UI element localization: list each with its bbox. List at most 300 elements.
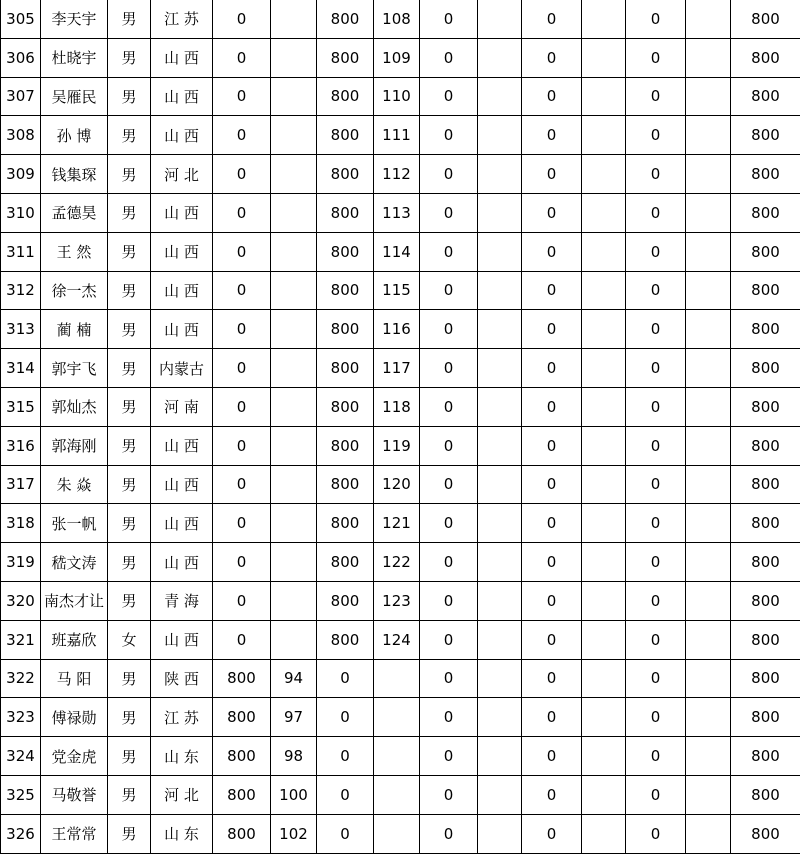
table-row xyxy=(1,504,800,543)
cell-rank-b xyxy=(374,659,420,698)
table-row xyxy=(1,232,800,271)
cell-total: 800 xyxy=(731,543,800,582)
table-row xyxy=(1,0,800,38)
cell-rank-a xyxy=(271,310,317,349)
cell-score-d: 0 xyxy=(522,504,582,543)
cell-score-b: 800 xyxy=(317,0,374,38)
cell-province: 山 西 xyxy=(151,620,213,659)
cell-rank-b: 116 xyxy=(374,310,420,349)
cell-score-c: 0 xyxy=(420,232,478,271)
cell-rank-c xyxy=(478,737,522,776)
cell-gender: 男 xyxy=(108,271,151,310)
cell-rank-e xyxy=(686,659,731,698)
cell-total: 800 xyxy=(731,426,800,465)
cell-name: 嵇文涛 xyxy=(41,543,108,582)
cell-score-e: 0 xyxy=(626,737,686,776)
cell-score-c: 0 xyxy=(420,271,478,310)
cell-score-b: 800 xyxy=(317,543,374,582)
cell-score-b: 0 xyxy=(317,659,374,698)
cell-total: 800 xyxy=(731,698,800,737)
cell-rank-a xyxy=(271,271,317,310)
cell-rank-b: 111 xyxy=(374,116,420,155)
cell-name: 郭海刚 xyxy=(41,426,108,465)
cell-score-e: 0 xyxy=(626,193,686,232)
cell-rank-a xyxy=(271,426,317,465)
cell-rank-e xyxy=(686,387,731,426)
cell-rank-d xyxy=(582,504,626,543)
cell-province: 青 海 xyxy=(151,581,213,620)
cell-score-d: 0 xyxy=(522,698,582,737)
cell-score-d: 0 xyxy=(522,465,582,504)
cell-gender: 男 xyxy=(108,426,151,465)
cell-total: 800 xyxy=(731,116,800,155)
cell-score-b: 800 xyxy=(317,38,374,77)
cell-rank-e xyxy=(686,465,731,504)
cell-rank-a xyxy=(271,77,317,116)
cell-score-a: 0 xyxy=(213,232,271,271)
cell-score-a: 0 xyxy=(213,349,271,388)
cell-rank-c xyxy=(478,659,522,698)
cell-total: 800 xyxy=(731,620,800,659)
cell-rank-d xyxy=(582,775,626,814)
cell-score-d: 0 xyxy=(522,814,582,853)
cell-score-c: 0 xyxy=(420,310,478,349)
cell-rank-e xyxy=(686,155,731,194)
table-row xyxy=(1,310,800,349)
cell-rank: 325 xyxy=(1,775,41,814)
cell-score-a: 0 xyxy=(213,387,271,426)
cell-score-a: 800 xyxy=(213,737,271,776)
cell-rank: 307 xyxy=(1,77,41,116)
cell-total: 800 xyxy=(731,737,800,776)
cell-score-c: 0 xyxy=(420,116,478,155)
table-row xyxy=(1,271,800,310)
cell-rank-a xyxy=(271,387,317,426)
cell-score-b: 800 xyxy=(317,504,374,543)
cell-name: 郭灿杰 xyxy=(41,387,108,426)
cell-rank: 324 xyxy=(1,737,41,776)
cell-score-e: 0 xyxy=(626,659,686,698)
cell-gender: 男 xyxy=(108,659,151,698)
cell-rank-d xyxy=(582,38,626,77)
cell-rank: 322 xyxy=(1,659,41,698)
cell-total: 800 xyxy=(731,659,800,698)
cell-name: 孙 博 xyxy=(41,116,108,155)
cell-score-c: 0 xyxy=(420,581,478,620)
cell-score-d: 0 xyxy=(522,271,582,310)
cell-rank-b: 122 xyxy=(374,543,420,582)
cell-score-c: 0 xyxy=(420,737,478,776)
cell-rank-c xyxy=(478,193,522,232)
cell-score-a: 0 xyxy=(213,426,271,465)
cell-rank-e xyxy=(686,77,731,116)
cell-rank: 317 xyxy=(1,465,41,504)
cell-score-a: 0 xyxy=(213,116,271,155)
cell-name: 郭宇飞 xyxy=(41,349,108,388)
cell-rank: 306 xyxy=(1,38,41,77)
cell-gender: 男 xyxy=(108,116,151,155)
cell-name: 钱集琛 xyxy=(41,155,108,194)
cell-score-e: 0 xyxy=(626,271,686,310)
cell-score-a: 800 xyxy=(213,698,271,737)
cell-rank: 310 xyxy=(1,193,41,232)
cell-gender: 男 xyxy=(108,581,151,620)
cell-rank-b: 121 xyxy=(374,504,420,543)
cell-total: 800 xyxy=(731,77,800,116)
table-row xyxy=(1,77,800,116)
cell-rank-e xyxy=(686,310,731,349)
cell-score-e: 0 xyxy=(626,504,686,543)
cell-name: 孟德昊 xyxy=(41,193,108,232)
cell-rank-d xyxy=(582,426,626,465)
cell-rank: 309 xyxy=(1,155,41,194)
table-row xyxy=(1,814,800,853)
cell-rank: 315 xyxy=(1,387,41,426)
table-row xyxy=(1,193,800,232)
table-row xyxy=(1,465,800,504)
cell-score-c: 0 xyxy=(420,0,478,38)
cell-rank-a: 97 xyxy=(271,698,317,737)
cell-score-c: 0 xyxy=(420,543,478,582)
cell-score-d: 0 xyxy=(522,543,582,582)
cell-score-a: 0 xyxy=(213,543,271,582)
cell-province: 山 西 xyxy=(151,271,213,310)
cell-score-b: 800 xyxy=(317,77,374,116)
cell-score-e: 0 xyxy=(626,232,686,271)
table-row xyxy=(1,426,800,465)
cell-score-c: 0 xyxy=(420,38,478,77)
cell-rank-e xyxy=(686,620,731,659)
cell-rank-e xyxy=(686,737,731,776)
cell-rank-d xyxy=(582,620,626,659)
cell-gender: 男 xyxy=(108,232,151,271)
cell-score-d: 0 xyxy=(522,659,582,698)
cell-score-e: 0 xyxy=(626,0,686,38)
table-row xyxy=(1,543,800,582)
cell-province: 河 北 xyxy=(151,155,213,194)
cell-rank-a: 102 xyxy=(271,814,317,853)
table-row xyxy=(1,659,800,698)
cell-rank-b: 117 xyxy=(374,349,420,388)
cell-score-d: 0 xyxy=(522,426,582,465)
cell-gender: 男 xyxy=(108,310,151,349)
cell-score-b: 800 xyxy=(317,387,374,426)
table-row xyxy=(1,581,800,620)
cell-rank: 316 xyxy=(1,426,41,465)
cell-score-c: 0 xyxy=(420,698,478,737)
cell-province: 山 西 xyxy=(151,77,213,116)
cell-total: 800 xyxy=(731,775,800,814)
cell-rank-e xyxy=(686,116,731,155)
cell-total: 800 xyxy=(731,581,800,620)
cell-rank-c xyxy=(478,271,522,310)
cell-rank-c xyxy=(478,620,522,659)
cell-rank-d xyxy=(582,310,626,349)
cell-rank-d xyxy=(582,737,626,776)
cell-rank-e xyxy=(686,38,731,77)
cell-rank-a xyxy=(271,465,317,504)
cell-score-a: 0 xyxy=(213,155,271,194)
cell-rank-a xyxy=(271,543,317,582)
cell-total: 800 xyxy=(731,38,800,77)
cell-score-e: 0 xyxy=(626,155,686,194)
cell-rank-e xyxy=(686,0,731,38)
cell-name: 马敬誉 xyxy=(41,775,108,814)
cell-name: 王 然 xyxy=(41,232,108,271)
cell-rank-c xyxy=(478,116,522,155)
cell-rank-e xyxy=(686,232,731,271)
cell-rank-c xyxy=(478,543,522,582)
cell-rank-c xyxy=(478,38,522,77)
cell-score-b: 800 xyxy=(317,310,374,349)
cell-total: 800 xyxy=(731,271,800,310)
cell-rank: 312 xyxy=(1,271,41,310)
cell-rank-b: 114 xyxy=(374,232,420,271)
cell-score-e: 0 xyxy=(626,543,686,582)
cell-rank-e xyxy=(686,698,731,737)
table-row xyxy=(1,155,800,194)
cell-province: 山 西 xyxy=(151,465,213,504)
cell-score-e: 0 xyxy=(626,814,686,853)
cell-name: 班嘉欣 xyxy=(41,620,108,659)
cell-score-b: 800 xyxy=(317,426,374,465)
cell-rank: 308 xyxy=(1,116,41,155)
cell-rank-c xyxy=(478,0,522,38)
cell-rank-c xyxy=(478,155,522,194)
cell-province: 山 西 xyxy=(151,310,213,349)
cell-rank: 318 xyxy=(1,504,41,543)
cell-name: 徐一杰 xyxy=(41,271,108,310)
cell-name: 李天宇 xyxy=(41,0,108,38)
cell-score-b: 800 xyxy=(317,465,374,504)
cell-score-b: 800 xyxy=(317,271,374,310)
cell-score-d: 0 xyxy=(522,38,582,77)
cell-rank-d xyxy=(582,465,626,504)
cell-gender: 男 xyxy=(108,387,151,426)
table-row xyxy=(1,620,800,659)
table-body xyxy=(1,0,800,853)
cell-score-c: 0 xyxy=(420,349,478,388)
cell-name: 党金虎 xyxy=(41,737,108,776)
cell-rank-c xyxy=(478,775,522,814)
cell-rank-a xyxy=(271,349,317,388)
cell-gender: 男 xyxy=(108,775,151,814)
cell-score-e: 0 xyxy=(626,698,686,737)
cell-province: 山 西 xyxy=(151,193,213,232)
cell-score-a: 0 xyxy=(213,77,271,116)
cell-gender: 男 xyxy=(108,814,151,853)
cell-province: 江 苏 xyxy=(151,0,213,38)
cell-gender: 男 xyxy=(108,504,151,543)
cell-rank: 314 xyxy=(1,349,41,388)
cell-score-c: 0 xyxy=(420,387,478,426)
cell-score-e: 0 xyxy=(626,38,686,77)
cell-score-a: 0 xyxy=(213,271,271,310)
cell-score-c: 0 xyxy=(420,504,478,543)
cell-gender: 女 xyxy=(108,620,151,659)
cell-score-d: 0 xyxy=(522,349,582,388)
cell-total: 800 xyxy=(731,232,800,271)
cell-province: 山 西 xyxy=(151,426,213,465)
cell-score-e: 0 xyxy=(626,581,686,620)
cell-province: 河 北 xyxy=(151,775,213,814)
cell-rank-d xyxy=(582,77,626,116)
cell-rank-d xyxy=(582,387,626,426)
cell-score-a: 800 xyxy=(213,814,271,853)
cell-rank-b: 118 xyxy=(374,387,420,426)
cell-score-b: 800 xyxy=(317,193,374,232)
cell-rank-d xyxy=(582,271,626,310)
cell-rank-c xyxy=(478,465,522,504)
cell-rank-d xyxy=(582,193,626,232)
table-row xyxy=(1,775,800,814)
cell-gender: 男 xyxy=(108,77,151,116)
cell-rank-e xyxy=(686,543,731,582)
cell-score-e: 0 xyxy=(626,426,686,465)
cell-province: 山 西 xyxy=(151,116,213,155)
cell-gender: 男 xyxy=(108,737,151,776)
cell-total: 800 xyxy=(731,465,800,504)
cell-rank-c xyxy=(478,310,522,349)
cell-province: 山 西 xyxy=(151,38,213,77)
cell-rank: 321 xyxy=(1,620,41,659)
cell-rank-a: 94 xyxy=(271,659,317,698)
cell-rank-b xyxy=(374,775,420,814)
cell-rank-a: 98 xyxy=(271,737,317,776)
cell-rank-c xyxy=(478,387,522,426)
cell-rank-a xyxy=(271,504,317,543)
cell-name: 张一帆 xyxy=(41,504,108,543)
cell-score-b: 800 xyxy=(317,581,374,620)
cell-score-d: 0 xyxy=(522,0,582,38)
cell-rank-b xyxy=(374,737,420,776)
cell-rank-c xyxy=(478,581,522,620)
cell-rank-a: 100 xyxy=(271,775,317,814)
cell-name: 马 阳 xyxy=(41,659,108,698)
cell-score-d: 0 xyxy=(522,310,582,349)
cell-rank-d xyxy=(582,814,626,853)
cell-gender: 男 xyxy=(108,465,151,504)
cell-rank-c xyxy=(478,504,522,543)
cell-name: 朱 焱 xyxy=(41,465,108,504)
cell-province: 江 苏 xyxy=(151,698,213,737)
cell-rank-b: 109 xyxy=(374,38,420,77)
cell-rank: 326 xyxy=(1,814,41,853)
cell-rank-a xyxy=(271,155,317,194)
cell-score-b: 0 xyxy=(317,775,374,814)
cell-score-e: 0 xyxy=(626,620,686,659)
cell-province: 河 南 xyxy=(151,387,213,426)
cell-score-e: 0 xyxy=(626,77,686,116)
cell-rank: 311 xyxy=(1,232,41,271)
cell-score-d: 0 xyxy=(522,737,582,776)
cell-score-d: 0 xyxy=(522,116,582,155)
cell-rank-e xyxy=(686,814,731,853)
cell-rank-b: 123 xyxy=(374,581,420,620)
cell-score-c: 0 xyxy=(420,155,478,194)
cell-score-b: 800 xyxy=(317,349,374,388)
cell-rank: 319 xyxy=(1,543,41,582)
table-row xyxy=(1,349,800,388)
cell-score-c: 0 xyxy=(420,426,478,465)
cell-score-e: 0 xyxy=(626,387,686,426)
cell-score-c: 0 xyxy=(420,659,478,698)
cell-rank-e xyxy=(686,581,731,620)
cell-name: 杜晓宇 xyxy=(41,38,108,77)
cell-score-e: 0 xyxy=(626,310,686,349)
cell-score-d: 0 xyxy=(522,155,582,194)
cell-rank-c xyxy=(478,232,522,271)
cell-province: 山 东 xyxy=(151,814,213,853)
cell-rank-a xyxy=(271,620,317,659)
cell-rank-c xyxy=(478,349,522,388)
cell-rank-e xyxy=(686,271,731,310)
cell-rank-d xyxy=(582,155,626,194)
cell-total: 800 xyxy=(731,387,800,426)
cell-province: 陕 西 xyxy=(151,659,213,698)
cell-score-c: 0 xyxy=(420,775,478,814)
cell-score-a: 0 xyxy=(213,504,271,543)
cell-total: 800 xyxy=(731,193,800,232)
cell-name: 王常常 xyxy=(41,814,108,853)
cell-rank-a xyxy=(271,232,317,271)
cell-rank-b: 110 xyxy=(374,77,420,116)
cell-score-e: 0 xyxy=(626,465,686,504)
cell-gender: 男 xyxy=(108,0,151,38)
cell-province: 山 西 xyxy=(151,543,213,582)
cell-rank-d xyxy=(582,232,626,271)
cell-rank-d xyxy=(582,116,626,155)
cell-total: 800 xyxy=(731,504,800,543)
cell-name: 南杰才让 xyxy=(41,581,108,620)
table-row xyxy=(1,737,800,776)
cell-rank-a xyxy=(271,193,317,232)
cell-score-c: 0 xyxy=(420,77,478,116)
cell-rank-a xyxy=(271,581,317,620)
cell-score-d: 0 xyxy=(522,387,582,426)
cell-rank-e xyxy=(686,193,731,232)
cell-rank-b: 120 xyxy=(374,465,420,504)
cell-rank-a xyxy=(271,0,317,38)
cell-total: 800 xyxy=(731,0,800,38)
cell-total: 800 xyxy=(731,310,800,349)
cell-rank-c xyxy=(478,426,522,465)
cell-score-b: 800 xyxy=(317,155,374,194)
cell-score-d: 0 xyxy=(522,232,582,271)
cell-name: 吴雁民 xyxy=(41,77,108,116)
cell-rank-e xyxy=(686,504,731,543)
cell-gender: 男 xyxy=(108,155,151,194)
cell-name: 傅禄勋 xyxy=(41,698,108,737)
cell-score-b: 800 xyxy=(317,620,374,659)
cell-rank-d xyxy=(582,349,626,388)
cell-rank-c xyxy=(478,814,522,853)
cell-rank-d xyxy=(582,659,626,698)
cell-score-a: 800 xyxy=(213,775,271,814)
table-row xyxy=(1,116,800,155)
cell-province: 山 东 xyxy=(151,737,213,776)
cell-province: 山 西 xyxy=(151,232,213,271)
cell-score-b: 0 xyxy=(317,698,374,737)
cell-score-a: 0 xyxy=(213,38,271,77)
cell-total: 800 xyxy=(731,814,800,853)
cell-score-c: 0 xyxy=(420,193,478,232)
cell-score-b: 800 xyxy=(317,116,374,155)
cell-rank-b xyxy=(374,814,420,853)
cell-rank-c xyxy=(478,77,522,116)
cell-rank-a xyxy=(271,38,317,77)
cell-rank-c xyxy=(478,698,522,737)
